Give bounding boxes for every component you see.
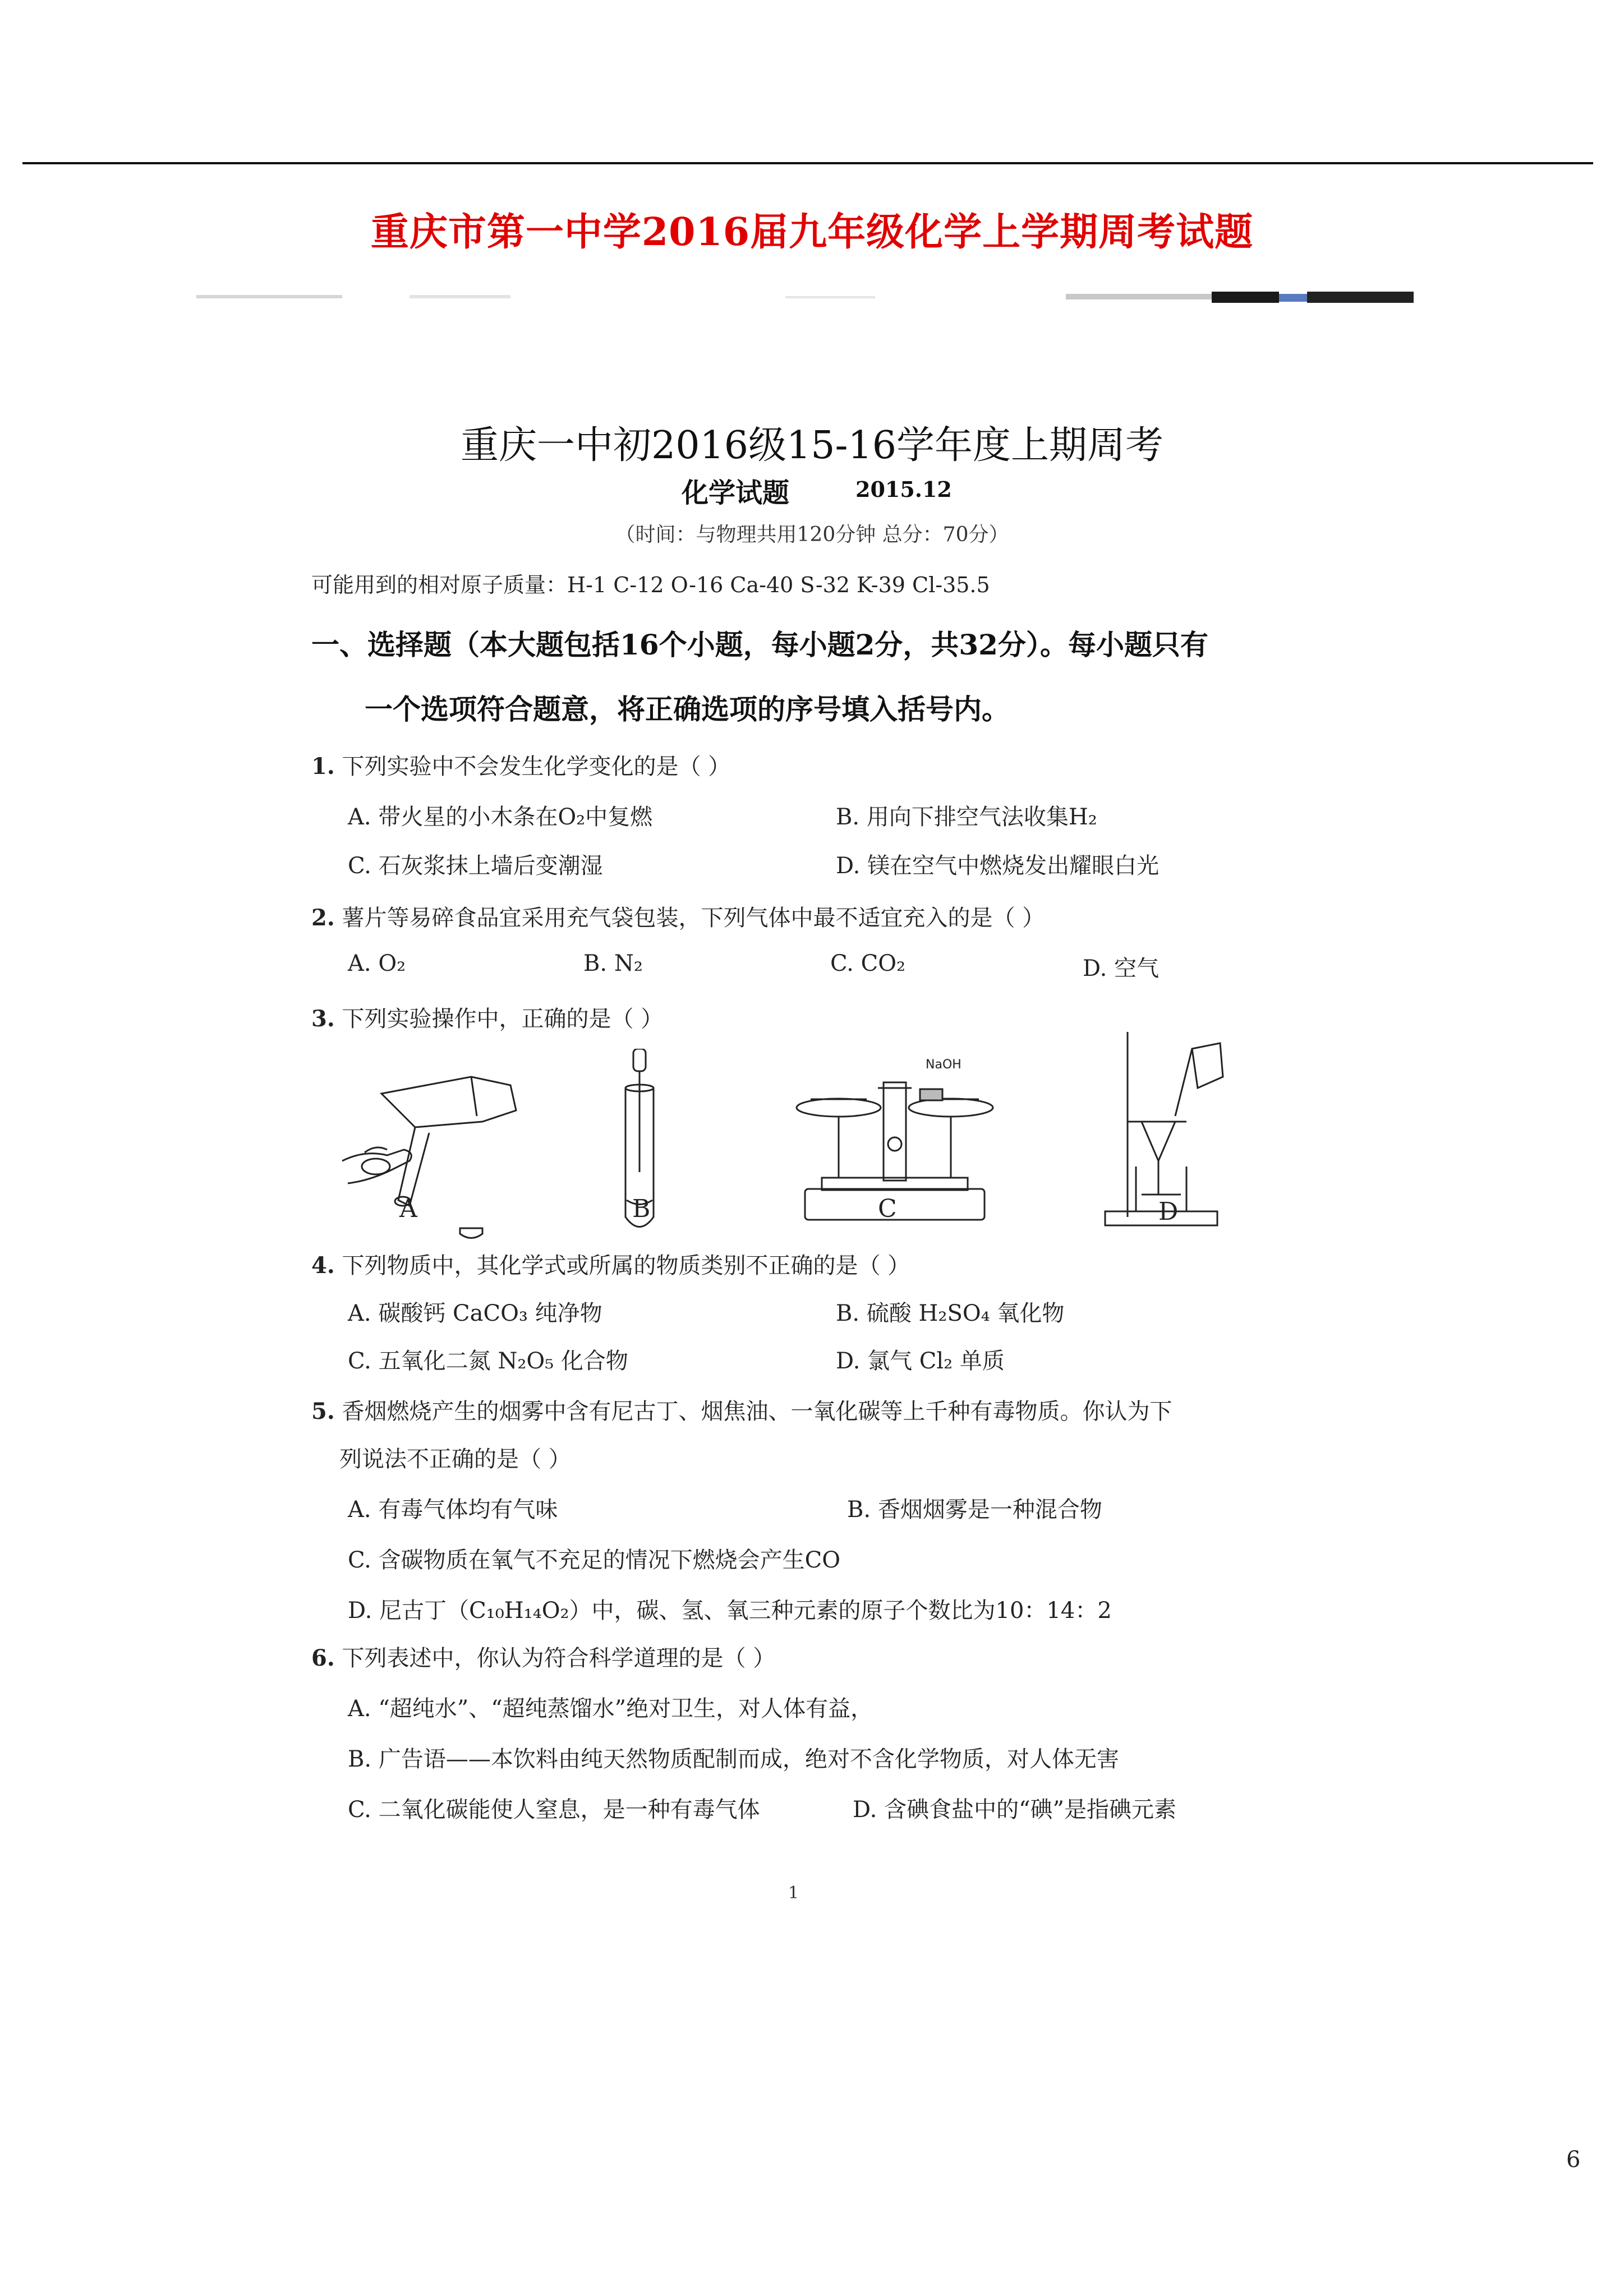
q2-option-d: D. 空气 (1083, 956, 1160, 981)
question-3 (311, 1001, 663, 1033)
exam-subject: 化学试题 (682, 477, 790, 509)
q1-option-b: B. 用向下排空气法收集H₂ (836, 804, 1097, 830)
section-heading: 一、选择题（本大题包括16个小题，每小题2分，共32分）。每小题只有 (311, 628, 1208, 661)
q5-option-b: B. 香烟烟雾是一种混合物 (847, 1497, 1102, 1523)
section-heading-cont: 一个选项符合题意，将正确选项的序号填入括号内。 (365, 693, 1010, 726)
figure-a-pouring-liquid (331, 1054, 533, 1256)
naoh-label: NaOH (926, 1058, 961, 1072)
document-title: 重庆市第一中学2016届九年级化学上学期周考试题 (370, 210, 1254, 255)
question-6 (311, 1640, 775, 1672)
figure-label-c: C (878, 1195, 897, 1223)
q2-option-a: A. O₂ (348, 951, 406, 976)
inner-page-number: 1 (788, 1883, 799, 1903)
question-5-cont: 列说法不正确的是（ ） (339, 1446, 571, 1472)
question-2 (311, 900, 1045, 932)
exam-time-info: （时间：与物理共用120分钟 总分：70分） (615, 523, 1009, 546)
q5-option-a: A. 有毒气体均有气味 (348, 1497, 558, 1523)
question-1 (311, 749, 730, 781)
question-stem: 下列物质中，其化学式或所属的物质类别不正确的是（ ） (342, 1253, 910, 1279)
question-number: 2. (311, 905, 335, 931)
q6-option-c: C. 二氧化碳能使人窒息，是一种有毒气体 (348, 1797, 760, 1823)
q4-option-d: D. 氯气 Cl₂ 单质 (836, 1348, 1005, 1374)
q6-option-d: D. 含碘食盐中的“碘”是指碘元素 (853, 1797, 1176, 1823)
question-stem: 下列实验操作中，正确的是（ ） (342, 1006, 664, 1032)
question-5 (311, 1394, 1172, 1426)
q1-option-d: D. 镁在空气中燃烧发出耀眼白光 (836, 853, 1160, 879)
scan-bar-decoration (196, 292, 1419, 305)
question-number: 3. (311, 1006, 335, 1032)
exam-title: 重庆一中初2016级15-16学年度上期周考 (460, 423, 1164, 468)
q5-option-c: C. 含碳物质在氧气不充足的情况下燃烧会产生CO (348, 1547, 841, 1573)
question-stem: 下列实验中不会发生化学变化的是（ ） (342, 754, 731, 780)
q4-option-b: B. 硫酸 H₂SO₄ 氧化物 (836, 1301, 1065, 1326)
q2-option-b: B. N₂ (583, 951, 643, 976)
question-number: 1. (311, 753, 335, 780)
question-stem: 薯片等易碎食品宜采用充气袋包装，下列气体中最不适宜充入的是（ ） (342, 905, 1045, 931)
figure-label-b: B (632, 1195, 651, 1223)
q1-option-c: C. 石灰浆抹上墙后变潮湿 (348, 853, 603, 879)
q1-option-a: A. 带火星的小木条在O₂中复燃 (348, 804, 653, 830)
question-stem: 香烟燃烧产生的烟雾中含有尼古丁、烟焦油、一氧化碳等上千种有毒物质。你认为下 (342, 1399, 1172, 1424)
header-rule (22, 162, 1593, 164)
question-number: 4. (311, 1252, 335, 1279)
q6-option-b: B. 广告语——本饮料由纯天然物质配制而成，绝对不含化学物质，对人体无害 (348, 1746, 1119, 1772)
figure-label-a: A (399, 1195, 417, 1223)
exam-date: 2015.12 (855, 477, 952, 502)
q5-option-d: D. 尼古丁（C₁₀H₁₄O₂）中，碳、氢、氧三种元素的原子个数比为10：14：2 (348, 1598, 1112, 1624)
figure-label-d: D (1158, 1197, 1179, 1226)
question-stem: 下列表述中，你认为符合科学道理的是（ ） (342, 1645, 776, 1671)
question-number: 6. (311, 1645, 335, 1671)
outer-page-number: 6 (1566, 2147, 1581, 2173)
question-4 (311, 1248, 910, 1280)
question-number: 5. (311, 1398, 335, 1424)
q4-option-c: C. 五氧化二氮 N₂O₅ 化合物 (348, 1348, 628, 1374)
q4-option-a: A. 碳酸钙 CaCO₃ 纯净物 (348, 1301, 602, 1326)
atomic-masses: 可能用到的相对原子质量：H-1 C-12 O-16 Ca-40 S-32 K-39 Cl-35.5 (311, 573, 990, 597)
q2-option-c: C. CO₂ (830, 951, 906, 976)
q6-option-a: A. “超纯水”、“超纯蒸馏水”绝对卫生，对人体有益， (348, 1696, 873, 1722)
